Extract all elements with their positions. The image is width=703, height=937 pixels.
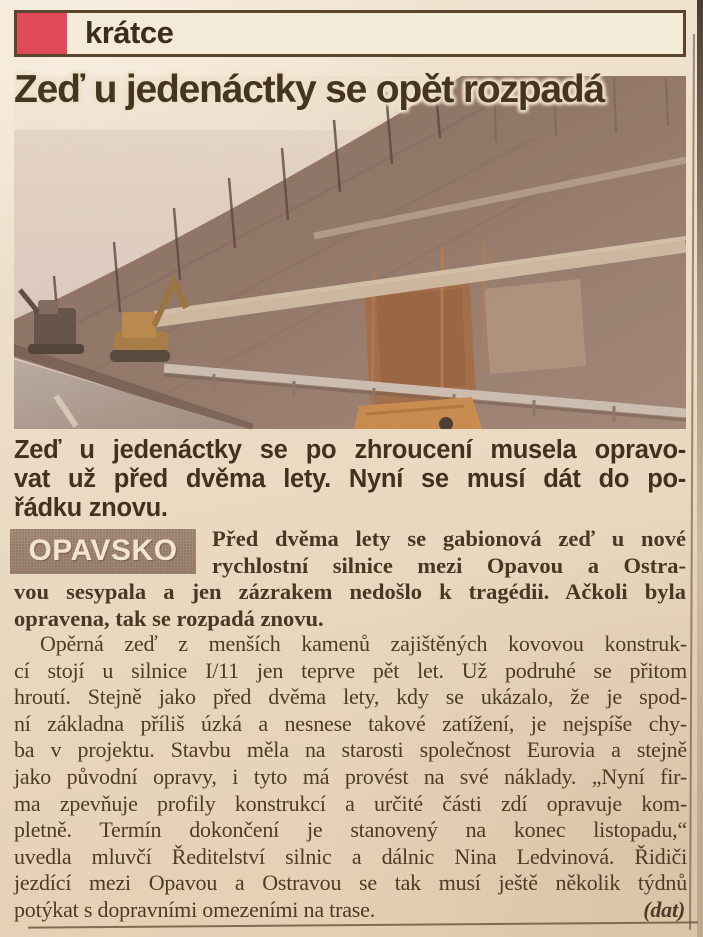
body-line: uvedla mluvčí Ředitelství silnic a dálnic Nina Ledvinová. Řidiči bbox=[14, 843, 687, 869]
section-label: krátce bbox=[85, 15, 174, 50]
lead-line: rychlostní silnice mezi Opavou a Ostra- bbox=[212, 552, 686, 578]
body-line: hroutí. Stejně jako před dvěma lety, kdy se ukázalo, že je spod- bbox=[14, 684, 687, 710]
body-paragraph bbox=[14, 631, 687, 924]
caption-line: řádku znovu. bbox=[14, 494, 168, 522]
body-line bbox=[14, 897, 687, 924]
red-square-marker bbox=[17, 13, 67, 54]
byline: (dat) bbox=[643, 896, 685, 922]
body-line: ba v projektu. Stavbu měla na starosti společnost Eurovia a stejně bbox=[14, 737, 687, 763]
caption-line: Zeď u jedenáctky se po zhroucení musela opravo- bbox=[14, 436, 686, 464]
body-line: ma zpevňuje profily konstrukcí a určité části zdí opravuje kom- bbox=[14, 790, 687, 816]
photo-caption bbox=[14, 436, 686, 523]
lead-line: Před dvěma lety se gabionová zeď u nové bbox=[212, 526, 686, 551]
location-tag-label: OPAVSKO bbox=[28, 534, 178, 568]
article-headline: Zeď u jedenáctky se opět rozpadá bbox=[14, 68, 604, 111]
lead-line: vou sesypala a jen zázrakem nedošlo k tragédii. Ačkoli byla bbox=[14, 579, 686, 604]
body-line: ní základna příliš úzká a nesnese takové zatížení, je nejspíše chy- bbox=[14, 710, 687, 736]
body-last-text: potýkat s dopravními omezeními na trase. bbox=[14, 896, 376, 922]
caption-line: vat už před dvěma lety. Nyní se musí dát do po- bbox=[14, 465, 686, 493]
location-tag bbox=[10, 529, 196, 574]
column-rule bbox=[689, 34, 695, 930]
lead-line: opravena, tak se rozpadá znovu. bbox=[14, 605, 324, 631]
body-line: jezdící mezi Opavou a Ostravou se tak musí ještě několik týdnů bbox=[14, 870, 687, 896]
body-line: cí stojí u silnice I/11 jen teprve pět let. Už podruhé se přitom bbox=[14, 657, 687, 683]
scan-edge-shadow bbox=[697, 0, 703, 937]
body-line: jako původní opravy, i tyto má provést na své náklady. „Nyní fir- bbox=[14, 763, 687, 789]
article-photo bbox=[14, 76, 686, 429]
body-line: Opěrná zeď z menších kamenů zajištěných kovovou konstruk- bbox=[40, 631, 687, 656]
lead-paragraph bbox=[14, 526, 686, 632]
section-label-box bbox=[14, 10, 686, 57]
body-line: pletně. Termín dokončení je stanovený na konec listopadu,“ bbox=[14, 817, 687, 843]
